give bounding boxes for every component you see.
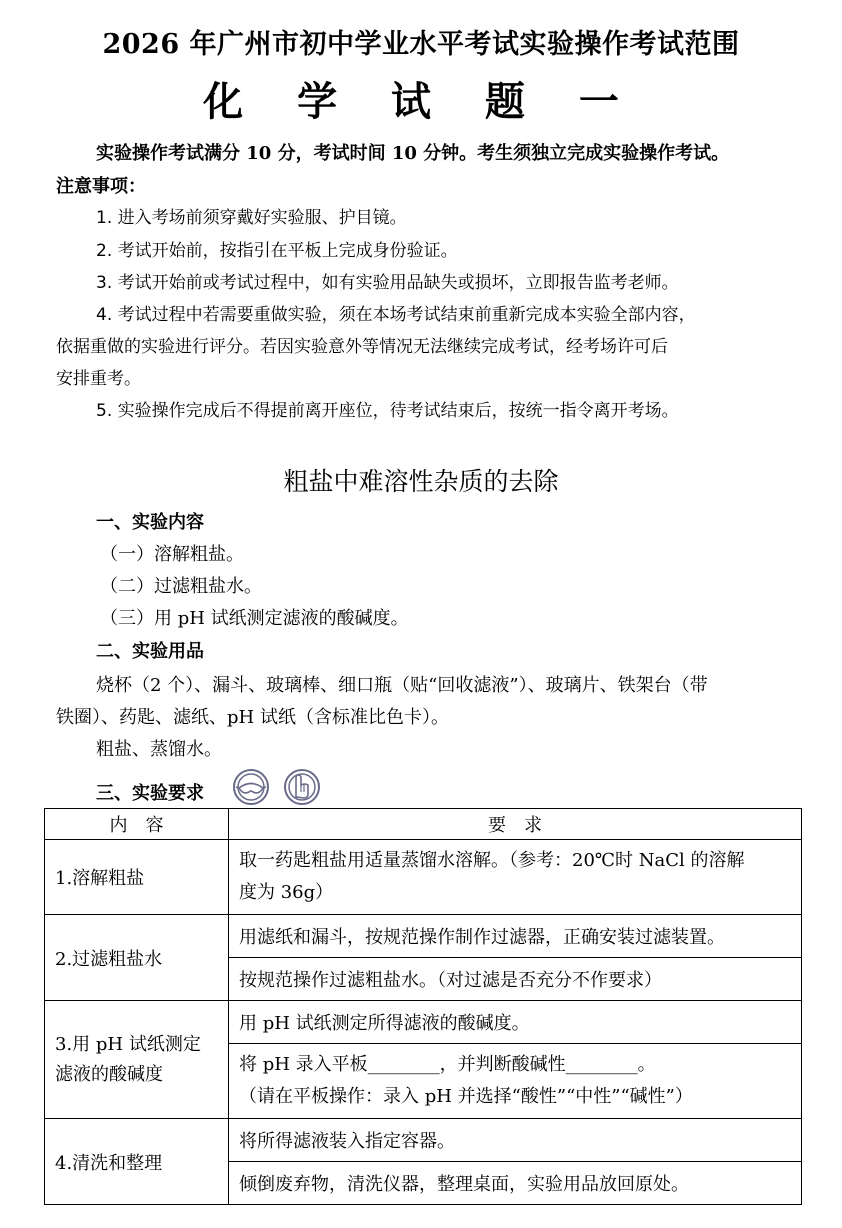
table-header-content: 内 容 <box>45 809 229 840</box>
note-item: 1. 进入考场前须穿戴好实验服、护目镜。 <box>96 208 407 228</box>
note-item: 4. 考试过程中若需要重做实验，须在本场考试结束前重新完成本实验全部内容， <box>96 305 696 325</box>
note-item: 安排重考。 <box>56 369 141 389</box>
subtitle: 化 学 试 题 一 <box>203 78 639 125</box>
requirement-line: 取一药匙粗盐用适量蒸馏水溶解。（参考：20℃时 NaCl 的溶解 <box>239 850 745 871</box>
content-heading: 一、实验内容 <box>96 512 204 533</box>
content-item: （三）用 pH 试纸测定滤液的酸碱度。 <box>100 608 409 629</box>
row-content: 4.清洗和整理 <box>45 1119 229 1205</box>
safety-goggles-icon <box>234 770 268 804</box>
requirement-line: 倾倒废弃物，清洗仪器，整理桌面，实验用品放回原处。 <box>229 1162 802 1205</box>
requirement-line: 将所得滤液装入指定容器。 <box>229 1119 802 1162</box>
main-title: 2026 年广州市初中学业水平考试实验操作考试范围 <box>102 29 740 60</box>
content-item: （一）溶解粗盐。 <box>100 544 244 565</box>
note-item: 2. 考试开始前，按指引在平板上完成身份验证。 <box>96 241 458 261</box>
materials-line: 烧杯（2 个）、漏斗、玻璃棒、细口瓶（贴“回收滤液”）、玻璃片、铁架台（带 <box>96 675 708 696</box>
materials-heading: 二、实验用品 <box>96 641 204 662</box>
note-item: 3. 考试开始前或考试过程中，如有实验用品缺失或损坏，立即报告监考老师。 <box>96 273 679 293</box>
requirement-line: 用滤纸和漏斗，按规范操作制作过滤器，正确安装过滤装置。 <box>229 915 802 958</box>
table-row <box>45 840 802 915</box>
row-requirement <box>229 840 802 915</box>
content-item: （二）过滤粗盐水。 <box>100 576 262 597</box>
materials-line: 铁圈）、药匙、滤纸、pH 试纸（含标准比色卡）。 <box>56 707 449 728</box>
table-row <box>45 1001 802 1044</box>
requirement-line: 将 pH 录入平板________，并判断酸碱性________。 <box>239 1054 656 1075</box>
requirements-table <box>44 808 802 1205</box>
content-line: 3.用 pH 试纸测定 <box>55 1033 201 1055</box>
intro-text: 实验操作考试满分 10 分，考试时间 10 分钟。考生须独立完成实验操作考试。 <box>96 143 730 164</box>
note-item: 5. 实验操作完成后不得提前离开座位，待考试结束后，按统一指令离开考场。 <box>96 401 679 421</box>
requirement-line: 按规范操作过滤粗盐水。（对过滤是否充分不作要求） <box>229 958 802 1001</box>
content-line: 滤液的酸碱度 <box>55 1063 163 1085</box>
experiment-title: 粗盐中难溶性杂质的去除 <box>283 467 559 496</box>
table-header-requirements: 要 求 <box>229 809 802 840</box>
note-item: 依据重做的实验进行评分。若因实验意外等情况无法继续完成考试，经考场许可后 <box>56 337 668 357</box>
materials-line: 粗盐、蒸馏水。 <box>96 739 222 760</box>
notes-heading: 注意事项： <box>56 176 146 197</box>
row-content: 2.过滤粗盐水 <box>45 915 229 1001</box>
row-content: 1.溶解粗盐 <box>45 840 229 915</box>
hand-wash-icon <box>285 770 319 804</box>
table-row <box>45 915 802 958</box>
requirements-heading: 三、实验要求 <box>96 783 204 804</box>
requirement-line: （请在平板操作：录入 pH 并选择“酸性”“中性”“碱性”） <box>239 1086 693 1107</box>
requirement-line: 用 pH 试纸测定所得滤液的酸碱度。 <box>229 1001 802 1044</box>
row-content <box>45 1001 229 1119</box>
requirement-line: 度为 36g） <box>239 882 334 903</box>
table-row <box>45 1119 802 1162</box>
row-requirement <box>229 1044 802 1119</box>
table-header-row <box>45 809 802 840</box>
